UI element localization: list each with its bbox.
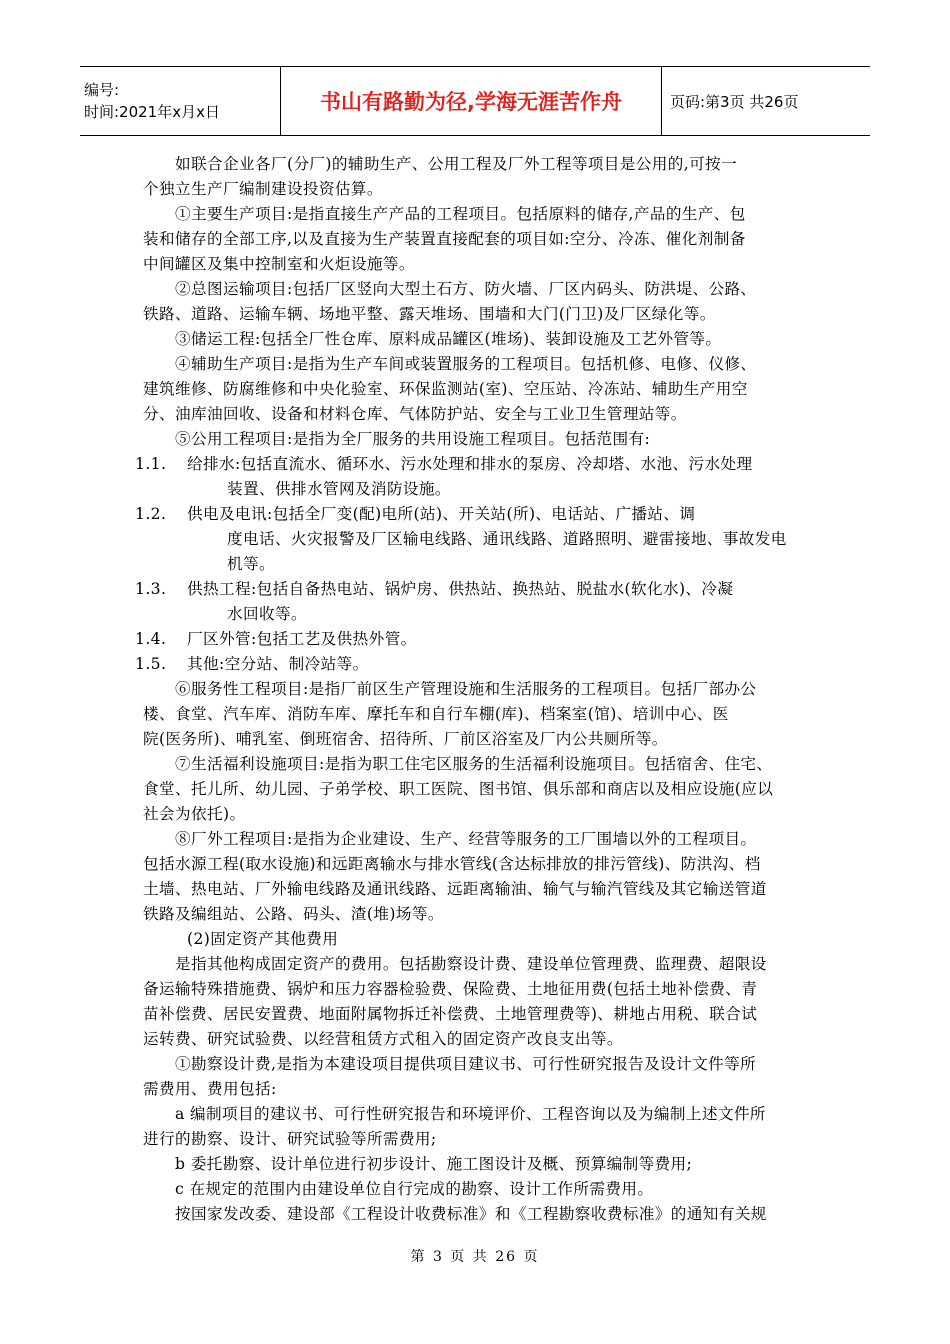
list-item-number: 1.1. [135,455,167,473]
list-item [135,577,815,627]
paragraph-line: 苗补偿费、居民安置费、地面附属物拆迁补偿费、土地管理费等)、耕地占用税、联合试 [143,1005,758,1023]
paragraph-line: b 委托勘察、设计单位进行初步设计、施工图设计及概、预算编制等费用; [175,1155,693,1173]
paragraph-offsite [143,827,815,927]
document-number: 编号: [84,81,120,99]
paragraph-line: ⑦生活福利设施项目:是指为职工住宅区服务的生活福利设施项目。包括宿舍、住宅、 [175,755,773,773]
paragraph-line: 铁路、道路、运输车辆、场地平整、露天堆场、围墙和大门(门卫)及厂区绿化等。 [143,305,716,323]
list-item-text: 机等。 [227,555,275,573]
paragraph-line: 需费用、费用包括: [143,1080,277,1098]
list-item-number: 1.4. [135,630,167,648]
document-date: 时间:2021年x月x日 [84,103,220,121]
paragraph-line: 装和储存的全部工序,以及直接为生产装置直接配套的项目如:空分、冷冻、催化剂制备 [143,230,746,248]
document-header [80,66,870,136]
paragraph-item-a [143,1102,815,1152]
paragraph-line: 运转费、研究试验费、以经营租赁方式租入的固定资产改良支出等。 [143,1030,623,1048]
paragraph-line: 是指其他构成固定资产的费用。包括勘察设计费、建设单位管理费、监理费、超限设 [175,955,767,973]
header-motto: 书山有路勤为径,学海无涯苦作舟 [281,67,662,136]
paragraph-line: c 在规定的范围内由建设单位自行完成的勘察、设计工作所需费用。 [175,1180,654,1198]
paragraph-line: ⑧厂外工程项目:是指为企业建设、生产、经营等服务的工厂围墙以外的工程项目。 [175,830,757,848]
section-heading: (2)固定资产其他费用 [187,930,339,948]
paragraph-line: 食堂、托儿所、幼儿园、子弟学校、职工医院、图书馆、俱乐部和商店以及相应设施(应以 [143,780,774,798]
paragraph-service [143,677,815,752]
paragraph-line: 社会为依托)。 [143,805,246,823]
paragraph-intro [143,152,815,202]
paragraph-line: ①勘察设计费,是指为本建设项目提供项目建议书、可行性研究报告及设计文件等所 [175,1055,757,1073]
list-item [135,452,815,502]
list-item-number: 1.2. [135,505,167,523]
paragraph-line: 楼、食堂、汽车库、消防车库、摩托车和自行车棚(库)、档案室(馆)、培训中心、医 [143,705,729,723]
list-item [135,627,815,652]
paragraph-other-costs [143,952,815,1052]
paragraph-transport [143,277,815,327]
list-item-text: 厂区外管:包括工艺及供热外管。 [187,630,417,648]
list-item-text: 度电话、火灾报警及厂区输电线路、通讯线路、道路照明、避雷接地、事故发电 [227,530,787,548]
paragraph-line: ⑤公用工程项目:是指为全厂服务的共用设施工程项目。包括范围有: [175,430,651,448]
paragraph-line: 土墙、热电站、厂外输电线路及通讯线路、远距离输油、输气与输汽管线及其它输送管道 [143,880,767,898]
list-item-number: 1.5. [135,655,167,673]
paragraph-main-production [143,202,815,277]
paragraph-line: 进行的勘察、设计、研究试验等所需费用; [143,1130,437,1148]
paragraph-utilities [143,427,815,452]
paragraph-line: ②总图运输项目:包括厂区竖向大型土石方、防火墙、厂区内码头、防洪堤、公路、 [175,280,757,298]
paragraph-line: 建筑维修、防腐维修和中央化验室、环保监测站(室)、空压站、冷冻站、辅助生产用空 [143,380,748,398]
paragraph-storage [143,327,815,352]
list-item-text: 水回收等。 [227,605,307,623]
paragraph-line: ⑥服务性工程项目:是指厂前区生产管理设施和生活服务的工程项目。包括厂部办公 [175,680,757,698]
list-item-text: 装置、供排水管网及消防设施。 [227,480,451,498]
document-body [135,152,815,1227]
header-page-info: 页码:第3页 共26页 [670,92,799,111]
paragraph-line: ④辅助生产项目:是指为生产车间或装置服务的工程项目。包括机修、电修、仪修、 [175,355,757,373]
paragraph-line: 如联合企业各厂(分厂)的辅助生产、公用工程及厂外工程等项目是公用的,可按一 [175,155,738,173]
page-footer: 第 3 页 共 26 页 [410,1249,540,1265]
utility-list [135,452,815,677]
list-item-text: 给排水:包括直流水、循环水、污水处理和排水的泵房、冷却塔、水池、污水处理 [187,455,753,473]
paragraph-line: 备运输特殊措施费、锅炉和压力容器检验费、保险费、土地征用费(包括土地补偿费、青 [143,980,758,998]
paragraph-survey-design [143,1052,815,1102]
paragraph-line: ③储运工程:包括全厂性仓库、原料成品罐区(堆场)、装卸设施及工艺外管等。 [175,330,722,348]
paragraph-line: 包括水源工程(取水设施)和远距离输水与排水管线(含达标排放的排污管线)、防洪沟、档 [143,855,761,873]
paragraph-line: 院(医务所)、哺乳室、倒班宿舍、招待所、厂前区浴室及厂内公共厕所等。 [143,730,668,748]
paragraph-line: 按国家发改委、建设部《工程设计收费标准》和《工程勘察收费标准》的通知有关规 [175,1205,767,1223]
paragraph-line: a 编制项目的建议书、可行性研究报告和环境评价、工程咨询以及为编制上述文件所 [175,1105,766,1123]
list-item-text: 供电及电讯:包括全厂变(配)电所(站)、开关站(所)、电话站、广播站、调 [187,505,696,523]
list-item [135,652,815,677]
paragraph-item-c [143,1177,815,1202]
list-item [135,502,815,577]
paragraph-standards [143,1202,815,1227]
list-item-text: 供热工程:包括自备热电站、锅炉房、供热站、换热站、脱盐水(软化水)、冷凝 [187,580,734,598]
paragraph-welfare [143,752,815,827]
paragraph-line: 中间罐区及集中控制室和火炬设施等。 [143,255,415,273]
paragraph-line: 分、油库油回收、设备和材料仓库、气体防护站、安全与工业卫生管理站等。 [143,405,687,423]
header-meta [80,67,281,136]
paragraph-item-b [143,1152,815,1177]
list-item-text: 其他:空分站、制冷站等。 [187,655,369,673]
paragraph-line: 铁路及编组站、公路、码头、渣(堆)场等。 [143,905,444,923]
paragraph-auxiliary [143,352,815,427]
list-item-number: 1.3. [135,580,167,598]
paragraph-line: ①主要生产项目:是指直接生产产品的工程项目。包括原料的储存,产品的生产、包 [175,205,746,223]
paragraph-line: 个独立生产厂编制建设投资估算。 [143,180,383,198]
